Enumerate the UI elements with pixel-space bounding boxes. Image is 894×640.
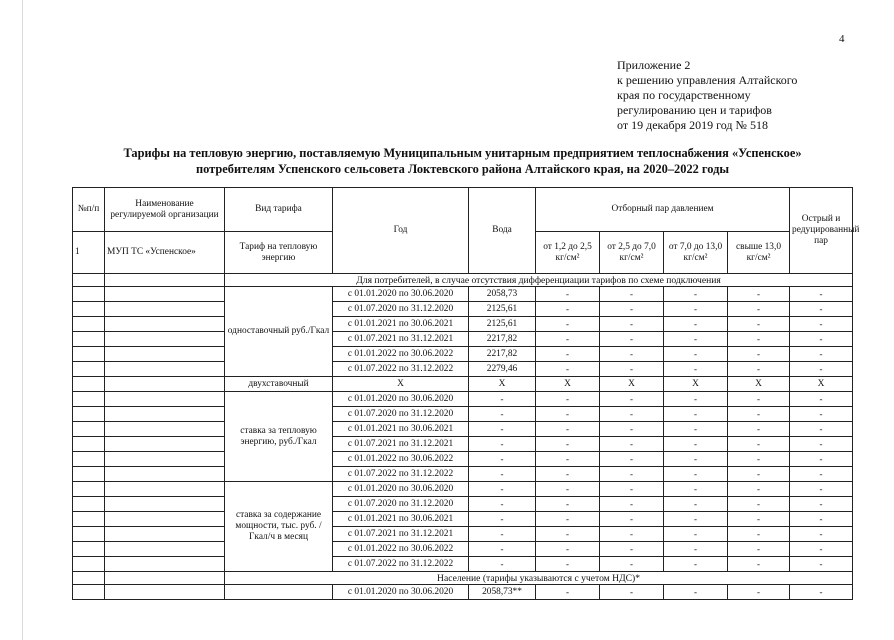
table-row — [73, 377, 853, 392]
table-row — [73, 302, 853, 317]
period-cell: с 01.01.2020 по 30.06.2020 — [333, 392, 469, 407]
header-steam-4: свыше 13,0 кг/см² — [728, 232, 790, 274]
section-row — [73, 274, 853, 287]
steam-cell: - — [664, 467, 728, 482]
steam-cell: - — [536, 407, 600, 422]
steam-cell: - — [728, 452, 790, 467]
steam-cell: - — [536, 332, 600, 347]
sharp-steam-cell: - — [790, 302, 853, 317]
steam-cell: - — [728, 317, 790, 332]
steam-cell: - — [536, 467, 600, 482]
steam-cell: - — [600, 362, 664, 377]
sharp-steam-cell: - — [790, 437, 853, 452]
steam-cell: - — [728, 542, 790, 557]
steam-cell: - — [536, 585, 600, 600]
water-cell: 2058,73** — [469, 585, 536, 600]
steam-cell: - — [600, 287, 664, 302]
steam-cell: - — [536, 482, 600, 497]
table-row — [73, 512, 853, 527]
table-row — [73, 585, 853, 600]
table-row — [73, 527, 853, 542]
table-row — [73, 392, 853, 407]
table-header-row — [73, 188, 853, 232]
document-title: Тарифы на тепловую энергию, поставляемую Муниципальным унитарным предприятием теплоснабжения «Успенское» потребителям Успенского сельсовета Локтевского района Алтайского края, на 2020–2022 годы — [123, 146, 802, 176]
period-cell: с 01.07.2022 по 31.12.2022 — [333, 362, 469, 377]
sharp-steam-cell: - — [790, 512, 853, 527]
water-cell: 2125,61 — [469, 317, 536, 332]
scan-edge-line — [22, 0, 23, 640]
header-water: Вода — [469, 188, 536, 274]
steam-cell: - — [536, 302, 600, 317]
header-steam-3: от 7,0 до 13,0 кг/см² — [664, 232, 728, 274]
water-cell: - — [469, 497, 536, 512]
steam-cell: - — [536, 317, 600, 332]
tariff-group-label: ставка за содержание мощности, тыс. руб. /Гкал/ч в месяц — [225, 482, 333, 572]
water-cell: - — [469, 482, 536, 497]
water-cell: - — [469, 452, 536, 467]
table-row — [73, 362, 853, 377]
period-cell: с 01.01.2021 по 30.06.2021 — [333, 422, 469, 437]
steam-cell: - — [728, 512, 790, 527]
steam-cell: - — [664, 422, 728, 437]
sharp-steam-cell: - — [790, 317, 853, 332]
water-cell: 2058,73 — [469, 287, 536, 302]
steam-cell: - — [600, 512, 664, 527]
steam-cell: Х — [600, 377, 664, 392]
steam-cell: - — [664, 482, 728, 497]
sharp-steam-cell: - — [790, 407, 853, 422]
period-cell: с 01.01.2021 по 30.06.2021 — [333, 317, 469, 332]
steam-cell: - — [600, 585, 664, 600]
period-cell: с 01.07.2022 по 31.12.2022 — [333, 557, 469, 572]
appendix-reference: Приложение 2 к решению управления Алтайского края по государственному регулированию цен и тарифов от 19 декабря 2019 год № 518 — [617, 58, 798, 132]
water-cell: Х — [469, 377, 536, 392]
period-cell: с 01.07.2021 по 31.12.2021 — [333, 332, 469, 347]
steam-cell: - — [600, 527, 664, 542]
period-cell: с 01.07.2022 по 31.12.2022 — [333, 467, 469, 482]
water-cell: 2279,46 — [469, 362, 536, 377]
period-cell: с 01.01.2020 по 30.06.2020 — [333, 482, 469, 497]
steam-cell: - — [536, 347, 600, 362]
sharp-steam-cell: Х — [790, 377, 853, 392]
tariff-table — [72, 187, 860, 600]
steam-cell: - — [728, 422, 790, 437]
steam-cell: - — [536, 557, 600, 572]
steam-cell: - — [664, 407, 728, 422]
steam-cell: - — [728, 497, 790, 512]
sharp-steam-cell: - — [790, 332, 853, 347]
sharp-steam-cell: - — [790, 347, 853, 362]
page-number: 4 — [839, 33, 845, 45]
tariff-group-label: одноставочный руб./Гкал — [225, 287, 333, 377]
section-row — [73, 572, 853, 585]
sharp-steam-cell: - — [790, 482, 853, 497]
steam-cell: - — [600, 422, 664, 437]
steam-cell: - — [728, 332, 790, 347]
steam-cell: - — [536, 542, 600, 557]
steam-cell: - — [664, 317, 728, 332]
steam-cell: - — [664, 302, 728, 317]
table-row — [73, 422, 853, 437]
sharp-steam-cell: - — [790, 557, 853, 572]
steam-cell: - — [728, 407, 790, 422]
header-steam-group: Отборный пар давлением — [536, 188, 790, 232]
water-cell: - — [469, 542, 536, 557]
steam-cell: Х — [728, 377, 790, 392]
steam-cell: - — [600, 482, 664, 497]
sharp-steam-cell: - — [790, 452, 853, 467]
tariff-group-label: двухставочный — [225, 377, 333, 392]
section-title: Для потребителей, в случае отсутствия дифференциации тарифов по схеме подключения — [225, 274, 853, 287]
sharp-steam-cell: - — [790, 422, 853, 437]
water-cell: 2125,61 — [469, 302, 536, 317]
table-row — [73, 332, 853, 347]
steam-cell: - — [664, 332, 728, 347]
water-cell: 2217,82 — [469, 332, 536, 347]
steam-cell: - — [600, 467, 664, 482]
steam-cell: - — [728, 467, 790, 482]
steam-cell: - — [664, 287, 728, 302]
table-row — [73, 452, 853, 467]
sharp-steam-cell: - — [790, 467, 853, 482]
steam-cell: - — [600, 452, 664, 467]
table-row — [73, 557, 853, 572]
steam-cell: - — [728, 302, 790, 317]
steam-cell: - — [536, 512, 600, 527]
header-tariff-type: Вид тарифа — [225, 188, 333, 232]
period-cell: с 01.07.2021 по 31.12.2021 — [333, 527, 469, 542]
water-cell: - — [469, 557, 536, 572]
period-cell: с 01.07.2020 по 31.12.2020 — [333, 497, 469, 512]
organization-name: МУП ТС «Успенское» — [105, 232, 225, 274]
table-row — [73, 347, 853, 362]
steam-cell: - — [664, 527, 728, 542]
tariff-category: Тариф на тепловую энергию — [225, 232, 333, 274]
steam-cell: Х — [664, 377, 728, 392]
steam-cell: - — [664, 437, 728, 452]
steam-cell: - — [600, 332, 664, 347]
steam-cell: - — [728, 437, 790, 452]
steam-cell: - — [664, 362, 728, 377]
steam-cell: - — [664, 392, 728, 407]
header-steam-2: от 2,5 до 7,0 кг/см² — [600, 232, 664, 274]
period-cell: с 01.01.2021 по 30.06.2021 — [333, 512, 469, 527]
steam-cell: - — [600, 497, 664, 512]
steam-cell: - — [600, 302, 664, 317]
period-cell: с 01.07.2020 по 31.12.2020 — [333, 407, 469, 422]
steam-cell: - — [536, 287, 600, 302]
sharp-steam-cell: - — [790, 392, 853, 407]
steam-cell: - — [536, 527, 600, 542]
sharp-steam-cell: - — [790, 542, 853, 557]
table-row — [73, 542, 853, 557]
steam-cell: - — [664, 347, 728, 362]
steam-cell: - — [600, 407, 664, 422]
table-row — [73, 482, 853, 497]
water-cell: 2217,82 — [469, 347, 536, 362]
sharp-steam-cell: - — [790, 497, 853, 512]
steam-cell: - — [600, 392, 664, 407]
steam-cell: - — [600, 437, 664, 452]
steam-cell: - — [728, 392, 790, 407]
steam-cell: - — [600, 542, 664, 557]
period-cell: Х — [333, 377, 469, 392]
steam-cell: - — [536, 437, 600, 452]
header-period: Год — [333, 188, 469, 274]
period-cell: с 01.01.2022 по 30.06.2022 — [333, 452, 469, 467]
table-row — [73, 317, 853, 332]
steam-cell: - — [536, 452, 600, 467]
steam-cell: - — [664, 512, 728, 527]
table-row — [73, 467, 853, 482]
table-row — [73, 497, 853, 512]
sharp-steam-cell: - — [790, 585, 853, 600]
tariff-group-label: ставка за тепловую энергию, руб./Гкал — [225, 392, 333, 482]
sharp-steam-cell: - — [790, 287, 853, 302]
steam-cell: - — [728, 585, 790, 600]
steam-cell: - — [728, 557, 790, 572]
steam-cell: - — [728, 482, 790, 497]
period-cell: с 01.07.2021 по 31.12.2021 — [333, 437, 469, 452]
water-cell: - — [469, 422, 536, 437]
steam-cell: - — [728, 347, 790, 362]
steam-cell: Х — [536, 377, 600, 392]
sharp-steam-cell: - — [790, 362, 853, 377]
period-cell: с 01.01.2022 по 30.06.2022 — [333, 347, 469, 362]
steam-cell: - — [536, 362, 600, 377]
steam-cell: - — [664, 497, 728, 512]
period-cell: с 01.01.2020 по 30.06.2020 — [333, 287, 469, 302]
steam-cell: - — [664, 585, 728, 600]
steam-cell: - — [728, 287, 790, 302]
header-steam-1: от 1,2 до 2,5 кг/см² — [536, 232, 600, 274]
steam-cell: - — [664, 542, 728, 557]
steam-cell: - — [664, 452, 728, 467]
water-cell: - — [469, 527, 536, 542]
period-cell: с 01.01.2020 по 30.06.2020 — [333, 585, 469, 600]
header-sharp-steam: Острый и редуцированный пар — [790, 188, 853, 274]
section-title: Население (тарифы указываются с учетом НДС)* — [225, 572, 853, 585]
steam-cell: - — [600, 317, 664, 332]
water-cell: - — [469, 407, 536, 422]
steam-cell: - — [728, 362, 790, 377]
steam-cell: - — [728, 527, 790, 542]
steam-cell: - — [536, 497, 600, 512]
steam-cell: - — [536, 392, 600, 407]
water-cell: - — [469, 467, 536, 482]
table-row — [73, 407, 853, 422]
water-cell: - — [469, 512, 536, 527]
water-cell: - — [469, 437, 536, 452]
steam-cell: - — [664, 557, 728, 572]
period-cell: с 01.07.2020 по 31.12.2020 — [333, 302, 469, 317]
steam-cell: - — [600, 347, 664, 362]
table-row — [73, 437, 853, 452]
table-row — [73, 287, 853, 302]
steam-cell: - — [536, 422, 600, 437]
water-cell: - — [469, 392, 536, 407]
header-organization: Наименование регулируемой организации — [105, 188, 225, 232]
header-num: №п/п — [73, 188, 105, 232]
org-number: 1 — [73, 232, 105, 274]
period-cell: с 01.01.2022 по 30.06.2022 — [333, 542, 469, 557]
steam-cell: - — [600, 557, 664, 572]
sharp-steam-cell: - — [790, 527, 853, 542]
